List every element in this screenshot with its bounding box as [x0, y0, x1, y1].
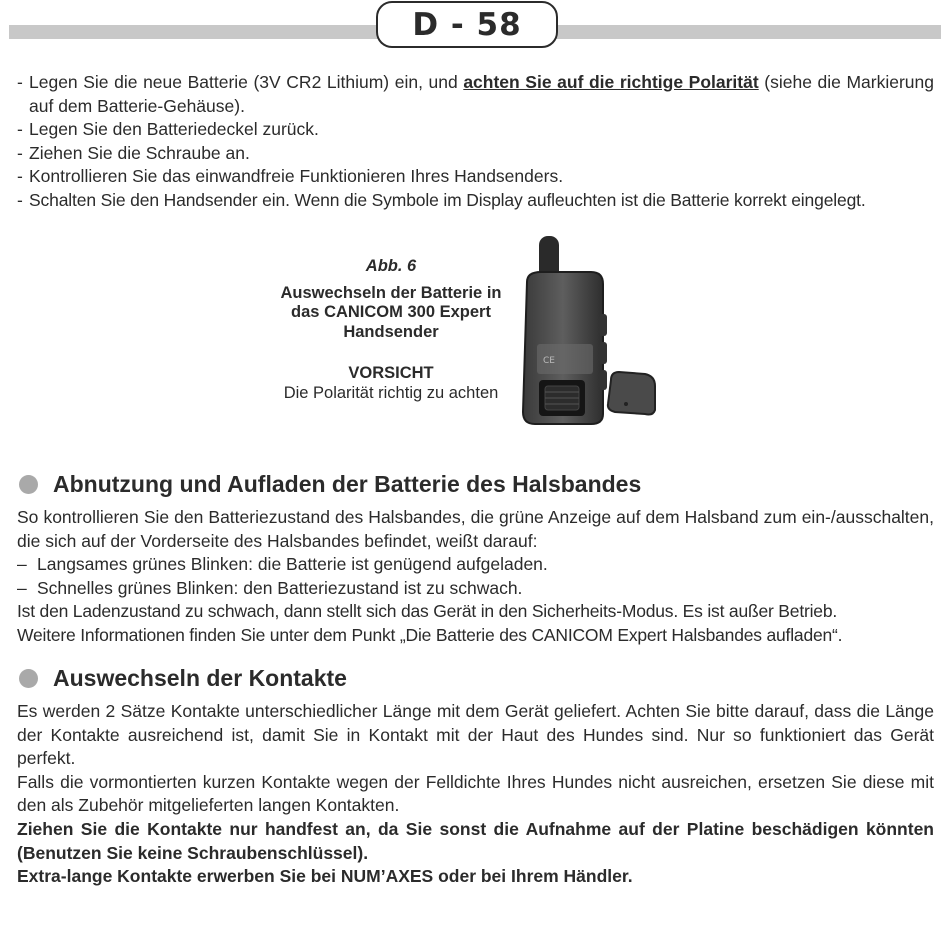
figure-title: Auswechseln der Batterie in das CANICOM 300 Expert Handsender — [280, 283, 502, 341]
list-item: - Schalten Sie den Handsender ein. Wenn die Symbole im Display aufleuchten ist die Batterie korrekt eingelegt. — [17, 189, 866, 210]
list-item: - Legen Sie die neue Batterie (3V CR2 Lithium) ein, und achten Sie auf die richtige Polarität (siehe die Markierung auf dem Batterie-Gehäuse). — [17, 72, 934, 116]
battery-instructions-list — [17, 71, 934, 213]
warning-label: VORSICHT — [348, 364, 434, 383]
list-item: – Schnelles grünes Blinken: den Batteriezustand ist zu schwach. — [17, 577, 523, 598]
page-number-tab: D - 58 — [376, 1, 558, 48]
section-battery-body — [17, 506, 934, 648]
paragraph-bold: Ziehen Sie die Kontakte nur handfest an, da Sie sonst die Aufnahme auf der Platine beschädigen könnten (Benutzen Sie keine Schraubenschlüssel). — [17, 818, 934, 863]
list-item: - Kontrollieren Sie das einwandfreie Funktionieren Ihres Handsenders. — [17, 166, 564, 187]
section-bullet-icon — [19, 669, 38, 688]
warning-note: Die Polarität richtig zu achten — [283, 383, 499, 402]
figure-caption — [270, 257, 512, 404]
header-rule-left — [9, 25, 381, 39]
paragraph: Ist den Ladenzustand zu schwach, dann stellt sich das Gerät in den Sicherheits-Modus. Es ist außer Betrieb. — [17, 601, 838, 622]
paragraph: Falls die vormontierten kurzen Kontakte wegen der Felldichte Ihres Hundes nicht ausreichen, ersetzen Sie diese mit den als Zubehör mitgelieferten langen Kontakten. — [17, 771, 934, 816]
handheld-transmitter-image — [515, 234, 665, 429]
paragraph-bold: Extra-lange Kontakte erwerben Sie bei NUM’AXES oder bei Ihrem Händler. — [17, 866, 633, 887]
header-rule-right — [555, 25, 941, 39]
section-heading-battery: Abnutzung und Aufladen der Batterie des Halsbandes — [19, 470, 641, 498]
paragraph: Es werden 2 Sätze Kontakte unterschiedlicher Länge mit dem Gerät geliefert. Achten Sie bitte darauf, dass die Länge der Kontakte ausreichend ist, damit Sie in Kontakt mit der Haut des Hundes sind. Nur so funktioniert das Gerät perfekt. — [17, 701, 934, 769]
paragraph: Weitere Informationen finden Sie unter dem Punkt „Die Batterie des CANICOM Expert Halsbandes aufladen“. — [17, 624, 843, 645]
figure-number: Abb. 6 — [365, 257, 417, 275]
list-item: – Langsames grünes Blinken: die Batterie ist genügend aufgeladen. — [17, 554, 548, 575]
paragraph: So kontrollieren Sie den Batteriezustand des Halsbandes, die grüne Anzeige auf dem Halsband zum ein-/ausschalten, die sich auf der Vorderseite des Halsbandes befindet, weißt darauf: — [17, 507, 934, 551]
section-contacts-body — [17, 700, 934, 889]
section-heading-contacts: Auswechseln der Kontakte — [19, 664, 347, 692]
ce-mark-label: CE — [543, 356, 555, 366]
polarity-emphasis: achten Sie auf die richtige Polarität — [463, 72, 759, 92]
list-item: - Legen Sie den Batteriedeckel zurück. — [17, 119, 319, 140]
list-item: - Ziehen Sie die Schraube an. — [17, 142, 250, 163]
section-bullet-icon — [19, 475, 38, 494]
